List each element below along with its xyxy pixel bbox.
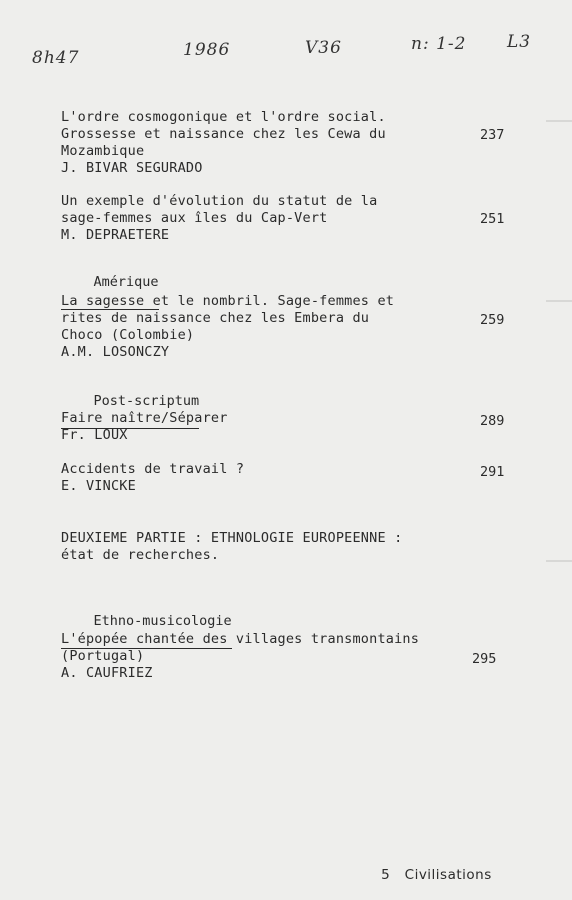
bleed-mark [546, 560, 572, 562]
entry-title-line: sage-femmes aux îles du Cap-Vert [61, 210, 328, 226]
entry-author: E. VINCKE [61, 478, 136, 494]
entry-page-number: 291 [480, 464, 505, 480]
entry-title-line: (Portugal) [61, 648, 145, 664]
entry-page-number: 251 [480, 211, 505, 227]
entry-title-line: Un exemple d'évolution du statut de la [61, 193, 378, 209]
handwritten-note-left: 8h47 [32, 48, 80, 68]
footer-page-number: 5 [381, 867, 391, 883]
handwritten-note-issue: n: 1-2 [411, 34, 467, 54]
handwritten-note-year: 1986 [183, 40, 231, 60]
handwritten-note-volume: V36 [305, 38, 342, 58]
handwritten-note-right: L3 [507, 32, 532, 52]
part-heading-line: état de recherches. [61, 547, 220, 563]
bleed-mark [546, 300, 572, 302]
entry-author: J. BIVAR SEGURADO [61, 160, 203, 176]
entry-title-line: Mozambique [61, 143, 145, 159]
entry-author: A. CAUFRIEZ [61, 665, 153, 681]
entry-page-number: 295 [472, 651, 497, 667]
entry-author: M. DEPRAETERE [61, 227, 170, 243]
bleed-mark [546, 120, 572, 122]
entry-page-number: 237 [480, 127, 505, 143]
section-heading-label: Amérique [93, 274, 159, 290]
section-heading-label: Post-scriptum [93, 393, 200, 409]
entry-title-line: Grossesse et naissance chez les Cewa du [61, 126, 386, 142]
entry-title-line: L'ordre cosmogonique et l'ordre social. [61, 109, 386, 125]
entry-title-line: La sagesse et le nombril. Sage-femmes et [61, 293, 395, 309]
entry-title-line: L'épopée chantée des villages transmontains [61, 631, 420, 647]
entry-page-number: 259 [480, 312, 505, 328]
entry-title-line: Accidents de travail ? [61, 461, 245, 477]
entry-author: Fr. LOUX [61, 427, 128, 443]
page-footer [362, 851, 492, 899]
entry-title-line: rites de naissance chez les Embera du [61, 310, 370, 326]
section-heading-label: Ethno-musicologie [93, 613, 232, 629]
footer-journal-name: Civilisations [404, 867, 492, 883]
entry-page-number: 289 [480, 413, 505, 429]
part-heading-line: DEUXIEME PARTIE : ETHNOLOGIE EUROPEENNE : [61, 530, 403, 546]
entry-author: A.M. LOSONCZY [61, 344, 170, 360]
entry-title-line: Choco (Colombie) [61, 327, 195, 343]
entry-title-line: Faire naître/Séparer [61, 410, 228, 426]
